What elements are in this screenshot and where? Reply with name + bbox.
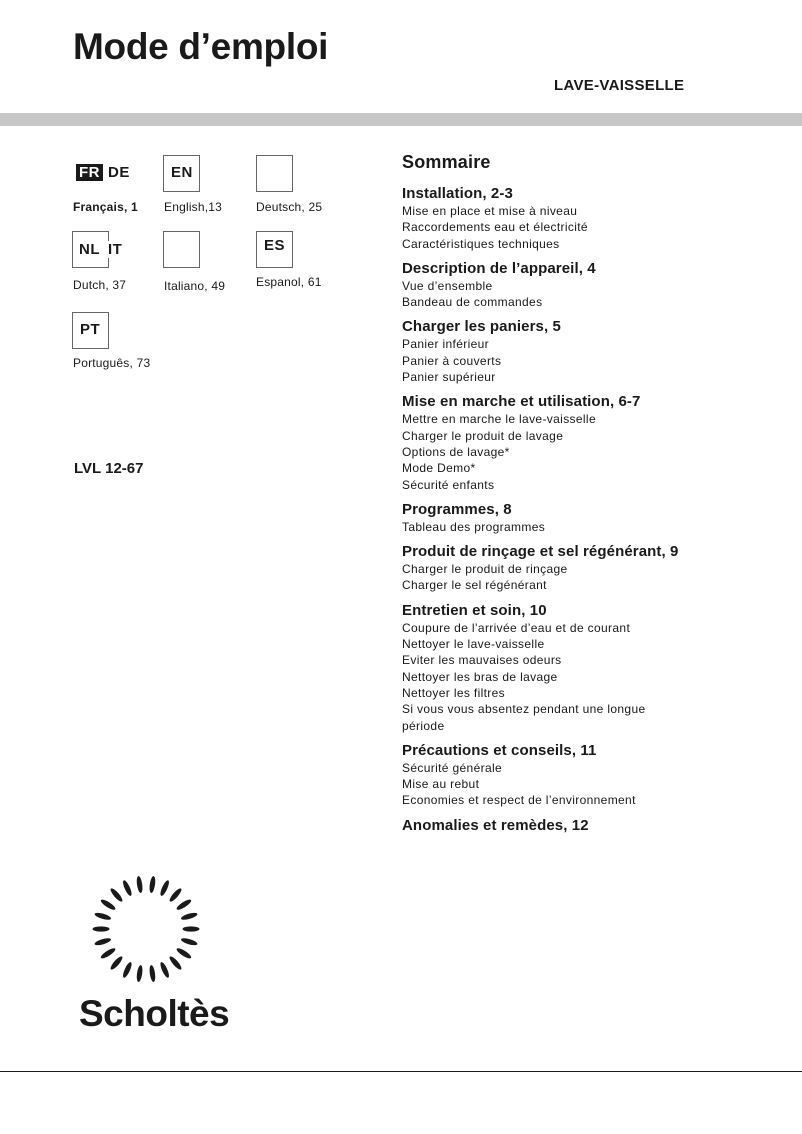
toc-item[interactable]: Vue d’ensemble <box>402 278 493 293</box>
toc-item[interactable]: Charger le produit de lavage <box>402 428 564 443</box>
sun-ray <box>149 876 157 894</box>
toc-section <box>402 318 792 385</box>
page-title: Mode d’emploi <box>73 26 329 67</box>
language-code-it[interactable]: IT <box>108 241 123 258</box>
sun-ray <box>121 961 133 979</box>
sun-ray <box>94 911 112 921</box>
toc-item[interactable]: Mise au rebut <box>402 777 480 792</box>
toc-item[interactable]: Mettre en marche le lave-vaisselle <box>402 412 596 427</box>
brand-name: Scholtès <box>79 993 230 1034</box>
toc-item[interactable]: Mode Demo* <box>402 461 476 476</box>
sun-ray <box>100 947 117 961</box>
sun-ray <box>175 898 192 912</box>
sun-ray <box>109 955 124 971</box>
toc-title: Sommaire <box>402 152 491 172</box>
language-code-en[interactable]: EN <box>171 164 193 181</box>
toc-sections <box>402 185 792 834</box>
toc-section-heading[interactable]: Description de l’appareil, 4 <box>402 259 596 277</box>
toc-item[interactable]: Options de lavage* <box>402 444 510 459</box>
toc-item[interactable]: Sécurité enfants <box>402 477 495 492</box>
sun-ray <box>136 965 144 983</box>
sun-ray <box>100 898 117 912</box>
sun-ray <box>175 947 192 961</box>
toc-section-heading[interactable]: Produit de rinçage et sel régénérant, 9 <box>402 543 679 561</box>
toc-section <box>402 260 792 311</box>
toc-section-heading[interactable]: Anomalies et remèdes, 12 <box>402 816 589 834</box>
sun-ray <box>93 926 110 931</box>
language-code-es[interactable]: ES <box>264 237 286 254</box>
language-label-it: Italiano, 49 <box>164 279 226 293</box>
language-code-pt[interactable]: PT <box>80 321 101 338</box>
language-box-empty[interactable] <box>256 155 293 192</box>
toc-section <box>402 742 792 809</box>
product-type: LAVE-VAISSELLE <box>554 77 685 94</box>
sun-ray <box>121 879 133 897</box>
table-of-contents <box>402 152 792 842</box>
sun-ray <box>149 965 157 983</box>
sun-logo-icon <box>78 872 218 992</box>
toc-item[interactable]: Mise en place et mise à niveau <box>402 204 578 218</box>
toc-item[interactable]: Raccordements eau et électricité <box>402 220 588 235</box>
language-label-es: Espanol, 61 <box>256 275 322 289</box>
toc-section <box>402 393 792 492</box>
footer-divider <box>0 1071 802 1072</box>
model-number: LVL 12-67 <box>74 460 144 477</box>
toc-item[interactable]: Panier inférieur <box>402 337 489 352</box>
toc-item[interactable]: Charger le produit de rinçage <box>402 562 568 577</box>
toc-section <box>402 185 792 252</box>
toc-section <box>402 543 792 594</box>
sun-ray <box>180 911 198 921</box>
toc-item[interactable]: Caractéristiques techniques <box>402 236 560 251</box>
sun-ray <box>180 937 198 947</box>
toc-item[interactable]: Panier à couverts <box>402 353 502 368</box>
toc-section-heading[interactable]: Entretien et soin, 10 <box>402 601 547 619</box>
toc-section <box>402 817 792 834</box>
sun-ray <box>159 961 171 979</box>
sun-ray <box>109 887 124 903</box>
language-label-pt: Português, 73 <box>73 356 151 370</box>
toc-item[interactable]: Nettoyer le lave-vaisselle <box>402 637 545 652</box>
toc-item[interactable]: Nettoyer les bras de lavage <box>402 669 558 684</box>
toc-section <box>402 501 792 535</box>
toc-section-heading[interactable]: Précautions et conseils, 11 <box>402 741 597 759</box>
language-code-de[interactable]: DE <box>108 164 130 181</box>
toc-item[interactable]: Tableau des programmes <box>402 519 546 534</box>
language-label-de: Deutsch, 25 <box>256 200 323 214</box>
sun-ray <box>159 879 171 897</box>
sun-ray <box>94 937 112 947</box>
sun-ray <box>168 887 183 903</box>
toc-item[interactable]: Panier supérieur <box>402 370 496 385</box>
toc-section-heading[interactable]: Installation, 2-3 <box>402 185 513 202</box>
toc-item[interactable]: Sécurité générale <box>402 760 503 775</box>
sun-ray <box>136 876 144 894</box>
language-box-it[interactable] <box>163 231 200 268</box>
toc-item[interactable]: Economies et respect de l’environnement <box>402 793 636 808</box>
toc-item[interactable]: Bandeau de commandes <box>402 295 543 310</box>
toc-item[interactable]: Si vous vous absentez pendant une longue <box>402 702 646 717</box>
toc-section-heading[interactable]: Charger les paniers, 5 <box>402 318 561 336</box>
toc-item[interactable]: période <box>402 718 445 733</box>
language-label-fr: Français, 1 <box>73 200 138 214</box>
toc-item[interactable]: Charger le sel régénérant <box>402 578 547 593</box>
toc-section <box>402 602 792 734</box>
language-label-en: English,13 <box>164 200 223 214</box>
header-divider <box>0 113 802 126</box>
toc-item[interactable]: Nettoyer les filtres <box>402 685 506 700</box>
toc-section-heading[interactable]: Mise en marche et utilisation, 6-7 <box>402 393 641 411</box>
sun-ray <box>168 955 183 971</box>
language-code-nl[interactable]: NL <box>79 241 100 258</box>
toc-section-heading[interactable]: Programmes, 8 <box>402 500 512 518</box>
language-label-nl: Dutch, 37 <box>73 278 127 292</box>
toc-item[interactable]: Coupure de l’arrivée d’eau et de courant <box>402 620 631 635</box>
language-code-fr[interactable]: FR <box>76 164 103 181</box>
toc-item[interactable]: Eviter les mauvaises odeurs <box>402 653 562 668</box>
sun-ray <box>183 926 200 931</box>
